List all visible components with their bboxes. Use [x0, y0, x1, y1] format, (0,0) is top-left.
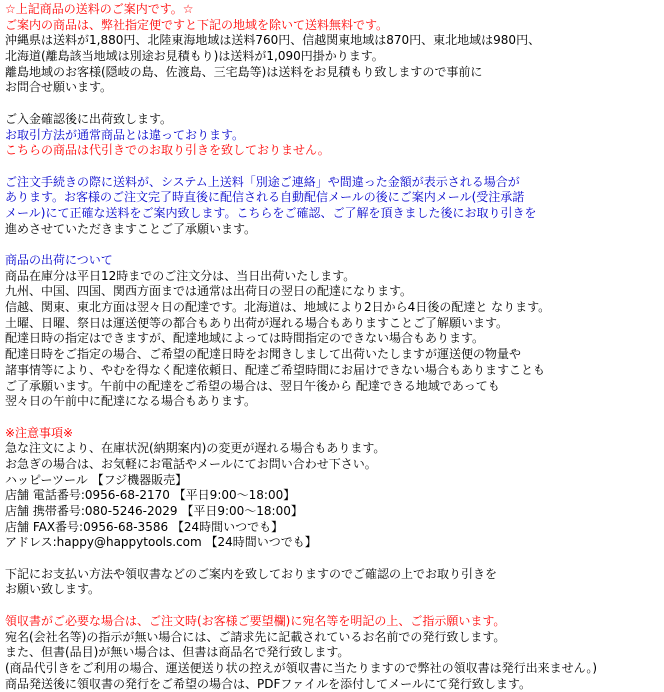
text-line: ご入金確認後に出荷致します。 [5, 111, 173, 126]
text-line: ※注意事項※ [5, 425, 74, 440]
text-line: 諸事情等により、やむを得なく配達依頼日、配達ご希望時間にお届けできない場合もありますことも [5, 362, 546, 377]
text-line: 商品在庫分は平日12時までのご注文分は、当日出荷いたします。 [5, 268, 356, 283]
text-line: 商品発送後に領収書の発行をご希望の場合は、PDFファイルを添付してメールにて発行致します。 [5, 676, 531, 691]
text-line: こちらの商品は代引きでのお取り引きを致しておりません。 [5, 143, 330, 158]
text-line: ご案内の商品は、弊社指定便ですと下記の地域を除いて送料無料です。 [5, 17, 389, 32]
text-line: メール)にて正確な送料をご案内致します。こちらをご確認、ご了解を頂きました後にお取り引きを [5, 205, 537, 220]
text-line: ご注文手続きの際に送料が、システム上送料「別途ご連絡」や間違った金額が表示される場合が [5, 174, 520, 189]
text-line: また、但書(品目)が無い場合は、但書は商品名で発行致します。 [5, 645, 350, 660]
blank-line [5, 410, 664, 426]
text-line: アドレス:happy@happytools.com 【24時間いつでも】 [5, 535, 317, 550]
text-line: 店舗 FAX番号:0956-68-3586 【24時間いつでも】 [5, 519, 284, 534]
text-line: 九州、中国、四国、関西方面までは通常は出荷日の翌日の配達になります。 [5, 284, 413, 299]
text-line: ご了承願います。午前中の配達をご希望の場合は、翌日午後から 配達できる地域であっても [5, 378, 500, 393]
text-line: 北海道(離島該当地域は別途お見積もり)は送料が1,090円掛かります。 [5, 49, 384, 64]
blank-line [5, 96, 664, 112]
text-line: 商品の出荷について [5, 253, 113, 267]
text-line: 土曜、日曜、祭日は運送便等の都合もあり出荷が遅れる場合もありますことご了解願います。 [5, 315, 509, 330]
text-line: ハッピーツール 【フジ機器販売】 [5, 472, 188, 487]
text-line: お願い致します。 [5, 582, 101, 597]
text-line: 離島地域のお客様(隠岐の島、佐渡島、三宅島等)は送料をお見積もり致しますので事前に [5, 64, 483, 79]
text-line: お問合せ願います。 [5, 80, 113, 95]
text-line: あります。お客様のご注文完了時直後に配信される自動配信メールの後にご案内メール(受注承諾 [5, 190, 525, 205]
blank-line [5, 237, 664, 253]
text-line: 宛名(会社名等)の指示が無い場合には、ご請求先に記載されているお名前での発行致します。 [5, 629, 506, 644]
text-line: (商品代引きをご利用の場合、運送便送り状の控えが領収書に当たりますので弊社の領収書は発行出来ません。) [5, 660, 598, 675]
text-line: 沖縄県は送料が1,880円、北陸東海地域は送料760円、信越関東地域は870円、東北地域は980円、 [5, 33, 541, 48]
text-line: お取引方法が通常商品とは違っております。 [5, 127, 245, 142]
blank-line [5, 551, 664, 567]
text-line: 翌々日の午前中に配達になる場合もあります。 [5, 394, 257, 409]
blank-line [5, 159, 664, 175]
text-line: 配達日時の指定はできますが、配達地域によっては時間指定のできない場合もあります。 [5, 331, 485, 346]
text-line: 進めさせていただきますことご了承願います。 [5, 221, 257, 236]
text-line: 下記にお支払い方法や領収書などのご案内を致しておりますのでご確認の上でお取り引きを [5, 566, 498, 581]
text-line: 領収書がご必要な場合は、ご注文時(お客様ご要望欄)に宛名等を明記の上、ご指示願います。 [5, 613, 506, 628]
text-line: 信越、関東、東北方面は翌々日の配達です。北海道は、地域により2日から4日後の配達と なります。 [5, 300, 551, 315]
text-line: 店舗 電話番号:0956-68-2170 【平日9:00～18:00】 [5, 488, 296, 503]
text-line: ☆上記商品の送料のご案内です。☆ [5, 2, 194, 16]
blank-line [5, 598, 664, 614]
text-line: 店舗 携帯番号:080-5246-2029 【平日9:00～18:00】 [5, 504, 303, 518]
text-line: 配達日時をご指定の場合、ご希望の配達日時をお聞きしまして出荷いたしますが運送便の物量や [5, 347, 522, 362]
text-line: お急ぎの場合は、お気軽にお電話やメールにてお問い合わせ下さい。 [5, 456, 377, 471]
text-line: 急な注文により、在庫状況(納期案内)の変更が遅れる場合もあります。 [5, 441, 386, 456]
